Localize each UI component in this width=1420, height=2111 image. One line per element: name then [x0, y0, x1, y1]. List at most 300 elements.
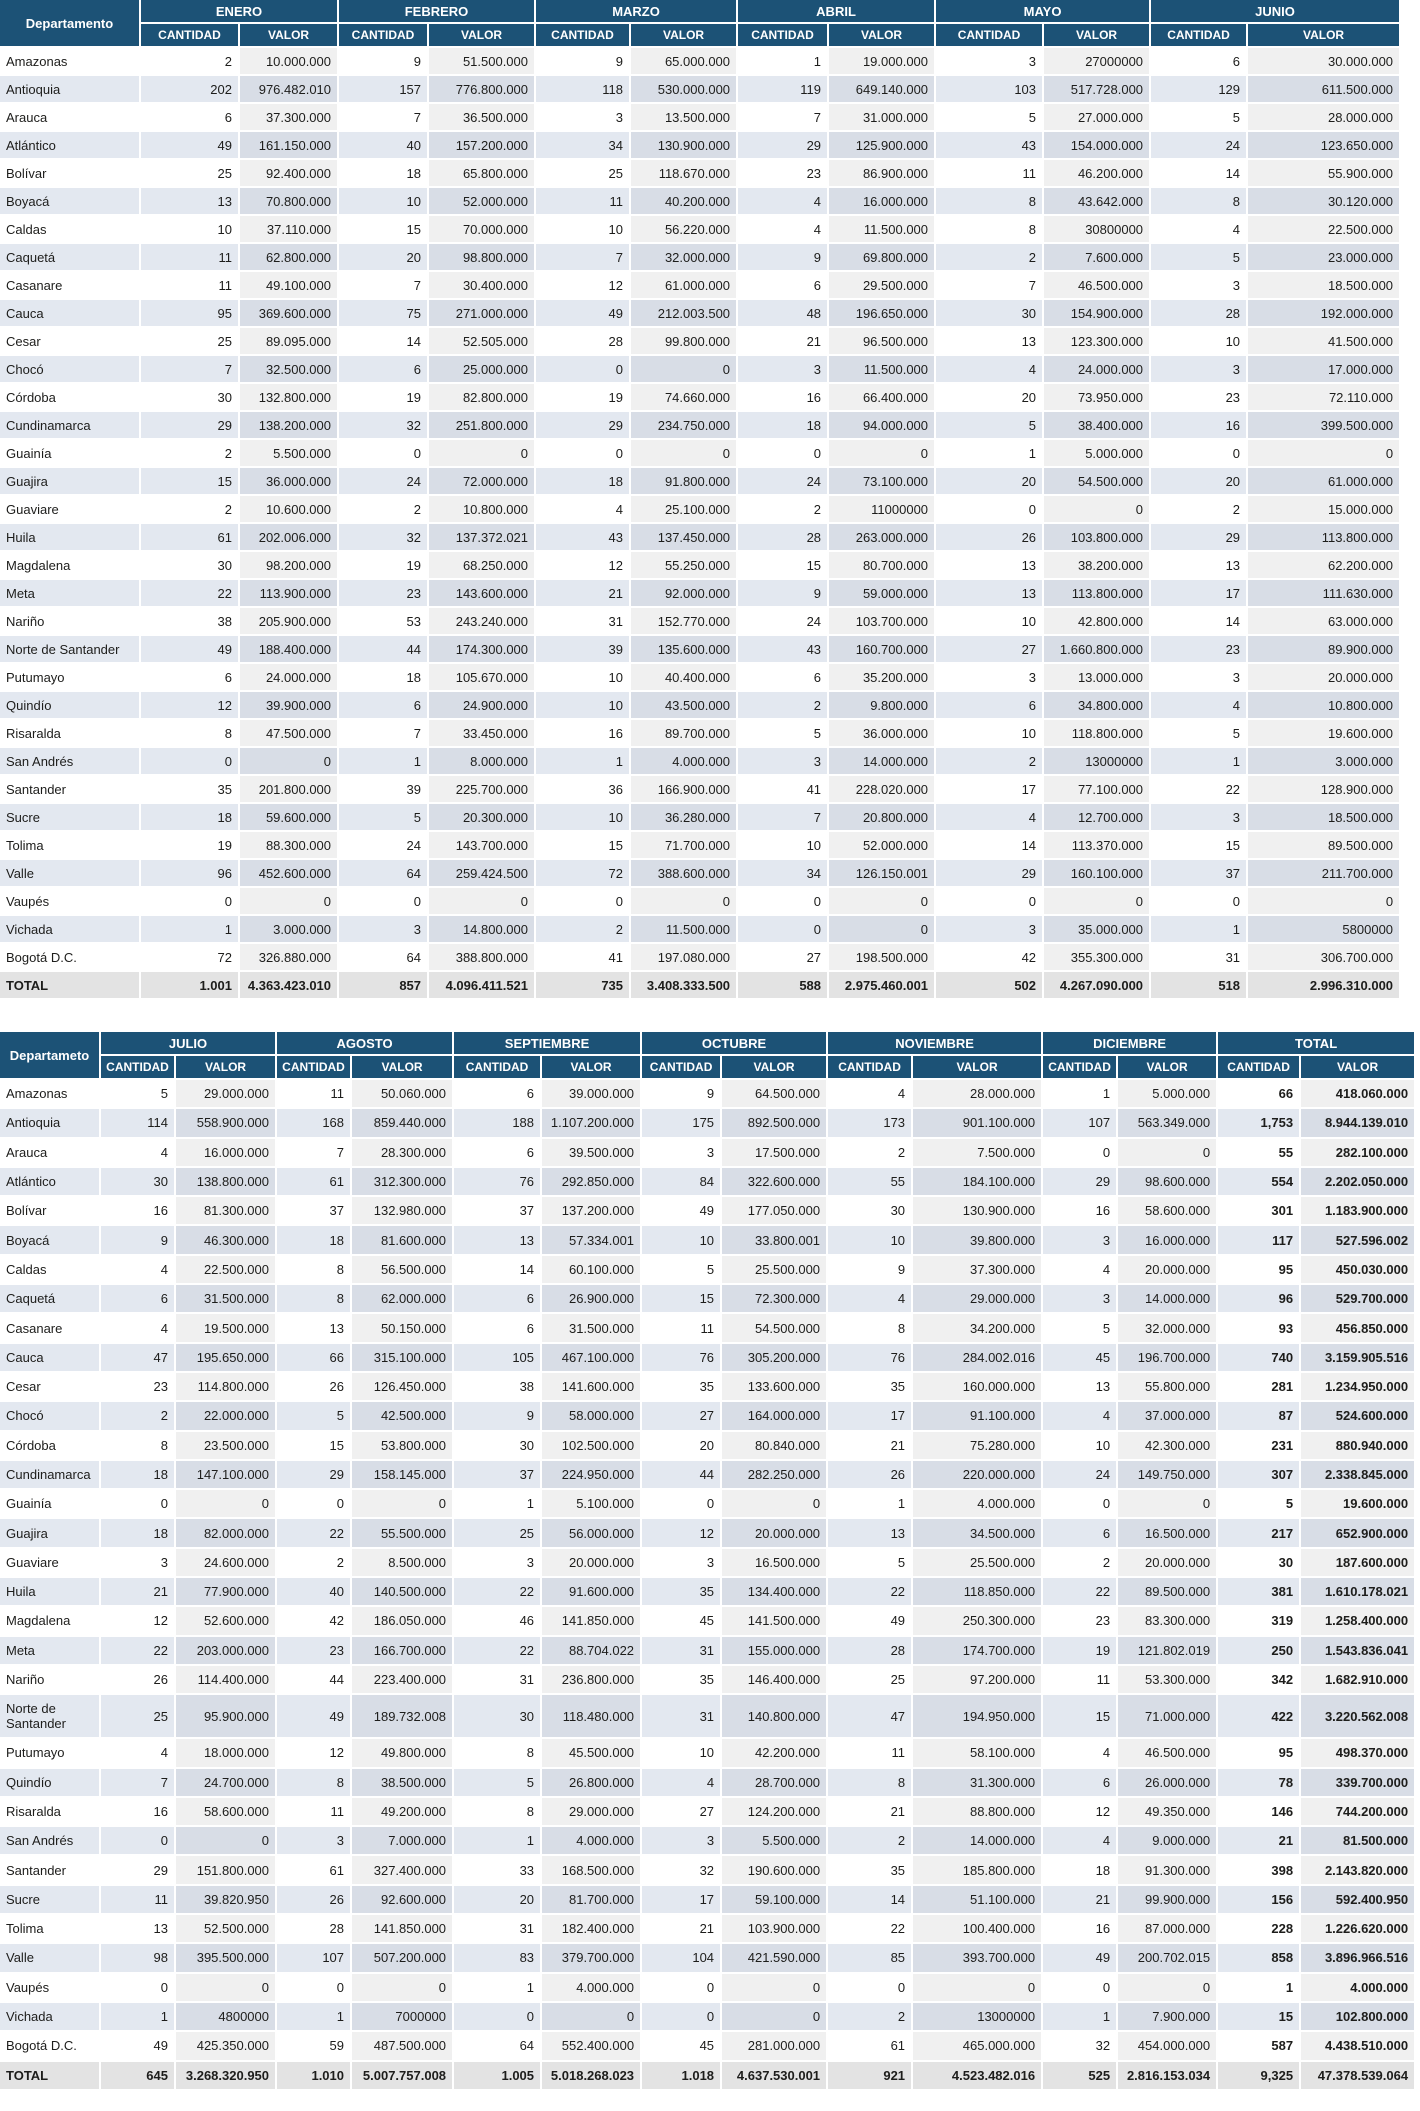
- valor-cell: 58.600.000: [175, 1797, 276, 1826]
- department-name: Casanare: [0, 271, 140, 299]
- cantidad-cell: 2: [827, 1138, 912, 1167]
- table-row-arauca: [0, 103, 1400, 131]
- valor-cell: 69.800.000: [828, 243, 935, 271]
- cantidad-cell: 31: [641, 1636, 721, 1665]
- valor-cell: 24.000.000: [239, 663, 338, 691]
- valor-cell: 72.110.000: [1247, 383, 1400, 411]
- valor-cell: 189.732.008: [351, 1694, 453, 1738]
- valor-cell: 63.000.000: [1247, 607, 1400, 635]
- table-row-bolivar: [0, 1196, 1415, 1225]
- valor-cell: 62.200.000: [1247, 551, 1400, 579]
- cantidad-cell: 32: [641, 1855, 721, 1884]
- valor-header: VALOR: [630, 23, 737, 47]
- cantidad-cell: 22: [827, 1914, 912, 1943]
- table-row-valle: [0, 859, 1400, 887]
- valor-cell: 30.120.000: [1247, 187, 1400, 215]
- cantidad-cell: 4: [827, 1079, 912, 1108]
- valor-cell: 187.600.000: [1300, 1548, 1415, 1577]
- valor-cell: 58.000.000: [541, 1401, 641, 1430]
- valor-cell: 137.200.000: [541, 1196, 641, 1225]
- table-row-guaviare: [0, 1548, 1415, 1577]
- table-row-caldas: [0, 1255, 1415, 1284]
- valor-cell: 118.670.000: [630, 159, 737, 187]
- valor-header: VALOR: [1300, 1055, 1415, 1079]
- valor-cell: 234.750.000: [630, 411, 737, 439]
- valor-cell: 19.500.000: [175, 1313, 276, 1342]
- valor-cell: 82.000.000: [175, 1518, 276, 1547]
- cantidad-cell: 31: [453, 1914, 541, 1943]
- cantidad-cell: 30: [1217, 1548, 1300, 1577]
- cantidad-cell: 27: [737, 943, 828, 971]
- cantidad-cell: 6: [1042, 1768, 1117, 1797]
- cantidad-cell: 9: [737, 579, 828, 607]
- valor-cell: 4.000.000: [541, 1826, 641, 1855]
- cantidad-cell: 72: [535, 859, 630, 887]
- cantidad-cell: 5: [827, 1548, 912, 1577]
- valor-cell: 124.200.000: [721, 1797, 827, 1826]
- cantidad-cell: 173: [827, 1108, 912, 1137]
- valor-cell: 4.000.000: [912, 1489, 1042, 1518]
- valor-cell: 292.850.000: [541, 1167, 641, 1196]
- valor-cell: 5.000.000: [1043, 439, 1150, 467]
- department-name: Nariño: [0, 1665, 100, 1694]
- valor-cell: 190.600.000: [721, 1855, 827, 1884]
- total-valor-cell: 5.007.757.008: [351, 2061, 453, 2090]
- cantidad-cell: 3: [338, 915, 428, 943]
- department-name: Córdoba: [0, 1431, 100, 1460]
- valor-cell: 126.450.000: [351, 1372, 453, 1401]
- department-name: Sucre: [0, 1885, 100, 1914]
- valor-cell: 1.258.400.000: [1300, 1606, 1415, 1635]
- cantidad-cell: 17: [935, 775, 1043, 803]
- valor-cell: 39.800.000: [912, 1225, 1042, 1254]
- cantidad-cell: 44: [276, 1665, 351, 1694]
- cantidad-cell: 21: [1217, 1826, 1300, 1855]
- cantidad-cell: 301: [1217, 1196, 1300, 1225]
- cantidad-cell: 3: [737, 747, 828, 775]
- valor-cell: 20.000.000: [1117, 1548, 1217, 1577]
- valor-cell: 5.100.000: [541, 1489, 641, 1518]
- cantidad-cell: 11: [935, 159, 1043, 187]
- cantidad-cell: 20: [935, 383, 1043, 411]
- valor-cell: 7.500.000: [912, 1138, 1042, 1167]
- monthly-table-jan-jun: [0, 0, 1401, 1000]
- department-name: Santander: [0, 775, 140, 803]
- valor-cell: 251.800.000: [428, 411, 535, 439]
- valor-cell: 143.700.000: [428, 831, 535, 859]
- valor-cell: 94.000.000: [828, 411, 935, 439]
- cantidad-cell: 18: [535, 467, 630, 495]
- cantidad-cell: 3: [1150, 355, 1247, 383]
- table-row-quindio: [0, 1768, 1415, 1797]
- valor-cell: 201.800.000: [239, 775, 338, 803]
- cantidad-cell: 95: [140, 299, 239, 327]
- cantidad-cell: 32: [1042, 2031, 1117, 2060]
- cantidad-cell: 10: [827, 1225, 912, 1254]
- cantidad-cell: 21: [827, 1431, 912, 1460]
- valor-cell: 89.700.000: [630, 719, 737, 747]
- valor-cell: 97.200.000: [912, 1665, 1042, 1694]
- valor-cell: 418.060.000: [1300, 1079, 1415, 1108]
- valor-cell: 39.000.000: [541, 1079, 641, 1108]
- valor-cell: 5.500.000: [721, 1826, 827, 1855]
- valor-cell: 20.000.000: [1117, 1255, 1217, 1284]
- cantidad-cell: 2: [276, 1548, 351, 1577]
- valor-cell: 16.500.000: [1117, 1518, 1217, 1547]
- valor-cell: 3.000.000: [239, 915, 338, 943]
- valor-cell: 13000000: [1043, 747, 1150, 775]
- valor-cell: 395.500.000: [175, 1943, 276, 1972]
- cantidad-cell: 21: [641, 1914, 721, 1943]
- valor-cell: 8.000.000: [428, 747, 535, 775]
- cantidad-cell: 858: [1217, 1943, 1300, 1972]
- cantidad-header: CANTIDAD: [453, 1055, 541, 1079]
- cantidad-cell: 4: [1150, 215, 1247, 243]
- valor-cell: 31.300.000: [912, 1768, 1042, 1797]
- cantidad-cell: 4: [935, 355, 1043, 383]
- cantidad-cell: 5: [338, 803, 428, 831]
- valor-cell: 154.000.000: [1043, 131, 1150, 159]
- department-name: Boyacá: [0, 187, 140, 215]
- cantidad-cell: 1: [453, 1489, 541, 1518]
- total-cantidad-cell: 1.005: [453, 2061, 541, 2090]
- valor-cell: 0: [175, 1489, 276, 1518]
- cantidad-cell: 4: [641, 1768, 721, 1797]
- cantidad-cell: 35: [641, 1577, 721, 1606]
- valor-cell: 30.400.000: [428, 271, 535, 299]
- department-name: Huila: [0, 1577, 100, 1606]
- department-name: Guaviare: [0, 495, 140, 523]
- cantidad-cell: 22: [827, 1577, 912, 1606]
- valor-cell: 0: [630, 355, 737, 383]
- valor-cell: 456.850.000: [1300, 1313, 1415, 1342]
- table-row-meta: [0, 579, 1400, 607]
- cantidad-cell: 49: [276, 1694, 351, 1738]
- cantidad-header: CANTIDAD: [1042, 1055, 1117, 1079]
- cantidad-cell: 8: [100, 1431, 175, 1460]
- valor-cell: 87.000.000: [1117, 1914, 1217, 1943]
- department-name: San Andrés: [0, 1826, 100, 1855]
- valor-cell: 0: [828, 915, 935, 943]
- cantidad-cell: 2: [737, 495, 828, 523]
- valor-cell: 369.600.000: [239, 299, 338, 327]
- cantidad-cell: 13: [276, 1313, 351, 1342]
- valor-cell: 776.800.000: [428, 75, 535, 103]
- department-name: Chocó: [0, 355, 140, 383]
- valor-cell: 14.800.000: [428, 915, 535, 943]
- valor-cell: 28.000.000: [912, 1079, 1042, 1108]
- cantidad-cell: 9: [737, 243, 828, 271]
- month-header-febrero: FEBRERO: [338, 0, 535, 23]
- valor-cell: 137.450.000: [630, 523, 737, 551]
- table-row-boyaca: [0, 187, 1400, 215]
- valor-cell: 42.200.000: [721, 1738, 827, 1767]
- table-row-cesar: [0, 327, 1400, 355]
- cantidad-cell: 10: [535, 215, 630, 243]
- valor-cell: 31.000.000: [828, 103, 935, 131]
- valor-cell: 72.000.000: [428, 467, 535, 495]
- valor-cell: 160.000.000: [912, 1372, 1042, 1401]
- valor-header: VALOR: [1043, 23, 1150, 47]
- valor-cell: 91.100.000: [912, 1401, 1042, 1430]
- department-name: San Andrés: [0, 747, 140, 775]
- valor-cell: 12.700.000: [1043, 803, 1150, 831]
- department-name: Bogotá D.C.: [0, 943, 140, 971]
- month-header-marzo: MARZO: [535, 0, 737, 23]
- valor-cell: 103.800.000: [1043, 523, 1150, 551]
- cantidad-cell: 1: [827, 1489, 912, 1518]
- cantidad-cell: 9: [641, 1079, 721, 1108]
- cantidad-header: CANTIDAD: [641, 1055, 721, 1079]
- cantidad-cell: 24: [338, 467, 428, 495]
- valor-cell: 20.000.000: [541, 1548, 641, 1577]
- cantidad-cell: 6: [453, 1284, 541, 1313]
- cantidad-cell: 4: [1042, 1738, 1117, 1767]
- valor-cell: 141.850.000: [351, 1914, 453, 1943]
- cantidad-cell: 554: [1217, 1167, 1300, 1196]
- valor-cell: 198.500.000: [828, 943, 935, 971]
- cantidad-cell: 29: [1150, 523, 1247, 551]
- valor-cell: 3.159.905.516: [1300, 1343, 1415, 1372]
- valor-cell: 58.600.000: [1117, 1196, 1217, 1225]
- cantidad-cell: 0: [453, 2002, 541, 2031]
- valor-cell: 2.143.820.000: [1300, 1855, 1415, 1884]
- valor-cell: 62.800.000: [239, 243, 338, 271]
- cantidad-cell: 64: [453, 2031, 541, 2060]
- total-cantidad-cell: 518: [1150, 971, 1247, 999]
- valor-cell: 652.900.000: [1300, 1518, 1415, 1547]
- valor-cell: 54.500.000: [721, 1313, 827, 1342]
- cantidad-cell: 35: [140, 775, 239, 803]
- cantidad-header: CANTIDAD: [1150, 23, 1247, 47]
- cantidad-cell: 8: [935, 187, 1043, 215]
- valor-cell: 47.500.000: [239, 719, 338, 747]
- cantidad-cell: 18: [276, 1225, 351, 1254]
- valor-cell: 393.700.000: [912, 1943, 1042, 1972]
- valor-cell: 89.900.000: [1247, 635, 1400, 663]
- cantidad-cell: 7: [276, 1138, 351, 1167]
- cantidad-cell: 17: [827, 1401, 912, 1430]
- valor-cell: 55.800.000: [1117, 1372, 1217, 1401]
- valor-cell: 34.200.000: [912, 1313, 1042, 1342]
- valor-cell: 89.095.000: [239, 327, 338, 355]
- cantidad-cell: 41: [737, 775, 828, 803]
- valor-cell: 81.600.000: [351, 1225, 453, 1254]
- cantidad-cell: 12: [100, 1606, 175, 1635]
- cantidad-cell: 10: [935, 719, 1043, 747]
- cantidad-cell: 26: [276, 1372, 351, 1401]
- total-valor-cell: 2.816.153.034: [1117, 2061, 1217, 2090]
- valor-cell: 467.100.000: [541, 1343, 641, 1372]
- total-cantidad-cell: 9,325: [1217, 2061, 1300, 2090]
- table-row-antioquia: [0, 75, 1400, 103]
- cantidad-cell: 4: [100, 1738, 175, 1767]
- valor-cell: 18.500.000: [1247, 803, 1400, 831]
- valor-cell: 98.600.000: [1117, 1167, 1217, 1196]
- cantidad-header: CANTIDAD: [827, 1055, 912, 1079]
- cantidad-cell: 11: [641, 1313, 721, 1342]
- cantidad-cell: 93: [1217, 1313, 1300, 1342]
- cantidad-cell: 61: [276, 1855, 351, 1884]
- valor-cell: 177.050.000: [721, 1196, 827, 1225]
- cantidad-cell: 29: [935, 859, 1043, 887]
- valor-cell: 65.800.000: [428, 159, 535, 187]
- valor-cell: 38.500.000: [351, 1768, 453, 1797]
- cantidad-cell: 8: [276, 1255, 351, 1284]
- valor-cell: 31.500.000: [541, 1313, 641, 1342]
- valor-cell: 271.000.000: [428, 299, 535, 327]
- valor-cell: 10.800.000: [1247, 691, 1400, 719]
- valor-cell: 425.350.000: [175, 2031, 276, 2060]
- cantidad-cell: 11: [276, 1079, 351, 1108]
- cantidad-cell: 23: [338, 579, 428, 607]
- cantidad-cell: 13: [935, 551, 1043, 579]
- table-row-magdalena: [0, 1606, 1415, 1635]
- table-row-vichada: [0, 915, 1400, 943]
- cantidad-cell: 29: [1042, 1167, 1117, 1196]
- valor-cell: 223.400.000: [351, 1665, 453, 1694]
- department-name: Guainía: [0, 1489, 100, 1518]
- valor-cell: 146.400.000: [721, 1665, 827, 1694]
- valor-cell: 92.000.000: [630, 579, 737, 607]
- cantidad-cell: 4: [1042, 1401, 1117, 1430]
- valor-cell: 0: [351, 1973, 453, 2002]
- valor-cell: 40.200.000: [630, 187, 737, 215]
- cantidad-cell: 7: [338, 103, 428, 131]
- cantidad-cell: 16: [100, 1196, 175, 1225]
- valor-cell: 81.300.000: [175, 1196, 276, 1225]
- valor-cell: 14.000.000: [1117, 1284, 1217, 1313]
- cantidad-cell: 156: [1217, 1885, 1300, 1914]
- cantidad-cell: 10: [140, 215, 239, 243]
- department-name: Norte de Santander: [0, 635, 140, 663]
- valor-cell: 160.100.000: [1043, 859, 1150, 887]
- cantidad-cell: 2: [535, 915, 630, 943]
- cantidad-cell: 1: [1042, 1079, 1117, 1108]
- department-name: Córdoba: [0, 383, 140, 411]
- valor-cell: 113.800.000: [1043, 579, 1150, 607]
- valor-cell: 89.500.000: [1117, 1577, 1217, 1606]
- cantidad-cell: 4: [1042, 1826, 1117, 1855]
- cantidad-cell: 5: [100, 1079, 175, 1108]
- valor-cell: 52.000.000: [828, 831, 935, 859]
- month-header-julio: JULIO: [100, 1032, 276, 1055]
- cantidad-cell: 2: [140, 439, 239, 467]
- cantidad-cell: 1,753: [1217, 1108, 1300, 1137]
- valor-cell: 74.660.000: [630, 383, 737, 411]
- cantidad-cell: 8: [276, 1768, 351, 1797]
- valor-cell: 164.000.000: [721, 1401, 827, 1430]
- cantidad-cell: 0: [935, 887, 1043, 915]
- valor-cell: 92.400.000: [239, 159, 338, 187]
- valor-cell: 529.700.000: [1300, 1284, 1415, 1313]
- department-name: Antioquia: [0, 1108, 100, 1137]
- valor-cell: 0: [428, 439, 535, 467]
- cantidad-cell: 29: [100, 1855, 175, 1884]
- cantidad-cell: 107: [276, 1943, 351, 1972]
- cantidad-cell: 0: [338, 439, 428, 467]
- cantidad-cell: 31: [535, 607, 630, 635]
- cantidad-cell: 61: [276, 1167, 351, 1196]
- valor-cell: 24.900.000: [428, 691, 535, 719]
- valor-cell: 552.400.000: [541, 2031, 641, 2060]
- valor-cell: 33.450.000: [428, 719, 535, 747]
- valor-cell: 9.800.000: [828, 691, 935, 719]
- cantidad-cell: 1: [1042, 2002, 1117, 2031]
- valor-cell: 86.900.000: [828, 159, 935, 187]
- valor-cell: 487.500.000: [351, 2031, 453, 2060]
- department-name: Magdalena: [0, 1606, 100, 1635]
- valor-cell: 95.900.000: [175, 1694, 276, 1738]
- valor-cell: 200.702.015: [1117, 1943, 1217, 1972]
- valor-cell: 236.800.000: [541, 1665, 641, 1694]
- cantidad-cell: 15: [1150, 831, 1247, 859]
- cantidad-cell: 32: [338, 523, 428, 551]
- cantidad-cell: 21: [827, 1797, 912, 1826]
- valor-cell: 52.000.000: [428, 187, 535, 215]
- cantidad-cell: 42: [276, 1606, 351, 1635]
- cantidad-cell: 1: [100, 2002, 175, 2031]
- cantidad-cell: 49: [535, 299, 630, 327]
- cantidad-cell: 1: [1150, 915, 1247, 943]
- table-header: [0, 1032, 1415, 1079]
- table-row-huila: [0, 523, 1400, 551]
- total-valor-cell: 47.378.539.064: [1300, 2061, 1415, 2090]
- cantidad-cell: 22: [100, 1636, 175, 1665]
- valor-cell: 49.100.000: [239, 271, 338, 299]
- total-valor-cell: 2.996.310.000: [1247, 971, 1400, 999]
- cantidad-cell: 61: [827, 2031, 912, 2060]
- valor-cell: 10.000.000: [239, 47, 338, 75]
- department-name: Casanare: [0, 1313, 100, 1342]
- valor-cell: 71.000.000: [1117, 1694, 1217, 1738]
- cantidad-cell: 4: [100, 1138, 175, 1167]
- valor-cell: 1.226.620.000: [1300, 1914, 1415, 1943]
- valor-cell: 128.900.000: [1247, 775, 1400, 803]
- department-name: Norte de Santander: [0, 1694, 100, 1738]
- cantidad-cell: 9: [453, 1401, 541, 1430]
- valor-cell: 89.500.000: [1247, 831, 1400, 859]
- cantidad-cell: 75: [338, 299, 428, 327]
- cantidad-cell: 98: [100, 1943, 175, 1972]
- cantidad-cell: 0: [737, 915, 828, 943]
- valor-cell: 42.800.000: [1043, 607, 1150, 635]
- valor-cell: 25.500.000: [721, 1255, 827, 1284]
- table-row-cordoba: [0, 1431, 1415, 1460]
- cantidad-cell: 49: [1042, 1943, 1117, 1972]
- valor-cell: 154.900.000: [1043, 299, 1150, 327]
- cantidad-header: CANTIDAD: [100, 1055, 175, 1079]
- cantidad-cell: 19: [338, 383, 428, 411]
- cantidad-cell: 45: [641, 1606, 721, 1635]
- valor-cell: 46.500.000: [1117, 1738, 1217, 1767]
- cantidad-cell: 0: [276, 1973, 351, 2002]
- cantidad-cell: 0: [935, 495, 1043, 523]
- valor-cell: 194.950.000: [912, 1694, 1042, 1738]
- cantidad-cell: 250: [1217, 1636, 1300, 1665]
- department-name: Putumayo: [0, 1738, 100, 1767]
- department-name: Vaupés: [0, 887, 140, 915]
- cantidad-cell: 55: [827, 1167, 912, 1196]
- cantidad-cell: 2: [1042, 1548, 1117, 1577]
- cantidad-cell: 6: [453, 1079, 541, 1108]
- cantidad-cell: 15: [1042, 1694, 1117, 1738]
- cantidad-cell: 28: [276, 1914, 351, 1943]
- valor-cell: 263.000.000: [828, 523, 935, 551]
- valor-cell: 52.505.000: [428, 327, 535, 355]
- table-row-meta: [0, 1636, 1415, 1665]
- cantidad-cell: 66: [276, 1343, 351, 1372]
